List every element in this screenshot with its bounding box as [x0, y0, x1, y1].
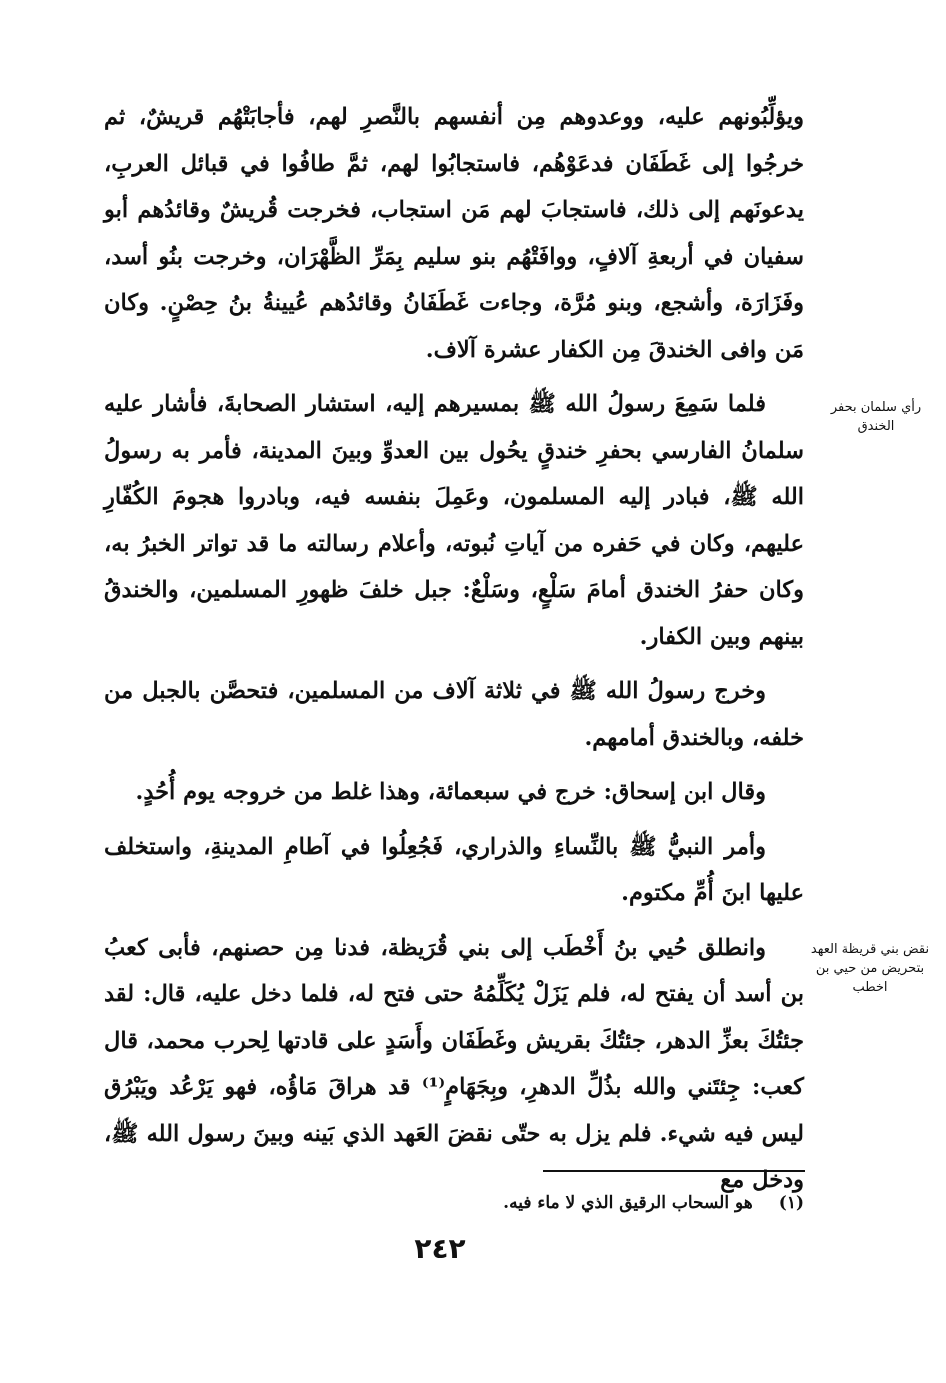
- footnote-divider: [543, 1170, 805, 1172]
- paragraph-2: فلما سَمِعَ رسولُ الله ﷺ بمسيرهم إليه، استشار الصحابةَ، فأشار عليه سلمانُ الفارسي بحفرِ خندقٍ يحُول بين العدوِّ وبينَ المدينة، فأمر به رسولُ الله ﷺ، فبادر إليه المسلمون، وعَمِلَ بنفسه فيه، وبادروا هجومَ الكُفّارِ عليهم، وكان في حَفره من آياتِ نُبوته، وأعلام رسالته ما قد تواتر الخبرُ به، وكان حفرُ الخندق أمامَ سَلْعٍ، وسَلْعٌ: جبل خلفَ ظهورِ المسلمين، والخندقُ بينهم وبين الكفار.: [104, 391, 804, 650]
- side-note-qurayza: نقض بني قريظة العهد بتحريض من حيي بن اخطب: [810, 942, 930, 995]
- main-text-block: [104, 94, 804, 1204]
- side-note-salman: رأي سلمان بحفر الخندق: [830, 400, 922, 434]
- footnote-text: هو السحاب الرقيق الذي لا ماء فيه.: [503, 1193, 753, 1213]
- paragraph-5: وأمر النبيُّ ﷺ بالنِّساءِ والذراري، فَجُعِلُوا في آطامِ المدينةِ، واستخلف عليها ابنَ أُمِّ مكتوم.: [104, 833, 804, 906]
- paragraph-6: وانطلق حُيي بنُ أَخْطَب إلى بني قُرَيظة، فدنا مِن حصنهم، فأبى كعبُ بن أسد أن يفتح له، فلم يَزَلْ يُكَلِّمُهُ حتى فتح له، فلما دخل عليه، قال: لقد جئتُكَ بعزِّ الدهر، جئتُكَ بقريش وغَطَفَان وأَسَدٍ على قادتها لِحرب محمد، قال كعب: جِئتَني والله بذُلِّ الدهرِ، وبِجَهَامٍ⁽¹⁾ قد هراقَ مَاؤُه، فهو يَرْعُد ويَبْرُق ليس فيه شيء. فلم يزل به حتّى نقضَ العَهد الذي بَينه وبينَ رسول الله ﷺ، ودخل مع: [104, 934, 805, 1193]
- footnote-number: (١): [778, 1193, 804, 1213]
- paragraph-4: وقال ابن إسحاق: خرج في سبعمائة، وهذا غلط من خروجه يوم أُحُدٍ.: [135, 779, 766, 805]
- page-number: ٢٤٢: [414, 1232, 466, 1265]
- paragraph-3: وخرج رسولُ الله ﷺ في ثلاثة آلاف من المسلمين، فتحصَّن بالجبل من خلفه، وبالخندق أمامهم.: [104, 678, 804, 751]
- footnote: [104, 1188, 804, 1218]
- paragraph-1: ويؤلِّبُونهم عليه، ووعدوهم مِن أنفسهم بالنَّصرِ لهم، فأجابَتْهُم قريشٌ، ثم خرجُوا إلى غَطَفَان فدعَوْهُم، فاستجابُوا لهم، ثمَّ طافُوا في قبائل العربِ، يدعونَهم إلى ذلك، فاستجابَ لهم مَن استجاب، فخرجت قُريشٌ وقائدُهم أبو سفيان في أربعةِ آلافٍ، ووافَتْهُم بنو سليم بِمَرِّ الظَّهْرَان، وخرجت بنُو أسد، وفَزَارَة، وأشجع، وبنو مُرَّة، وجاءت غَطَفَانُ وقائدُهم عُيينةُ بنُ حِصْنٍ. وكان مَن وافى الخندقَ مِن الكفار عشرة آلاف.: [104, 104, 804, 363]
